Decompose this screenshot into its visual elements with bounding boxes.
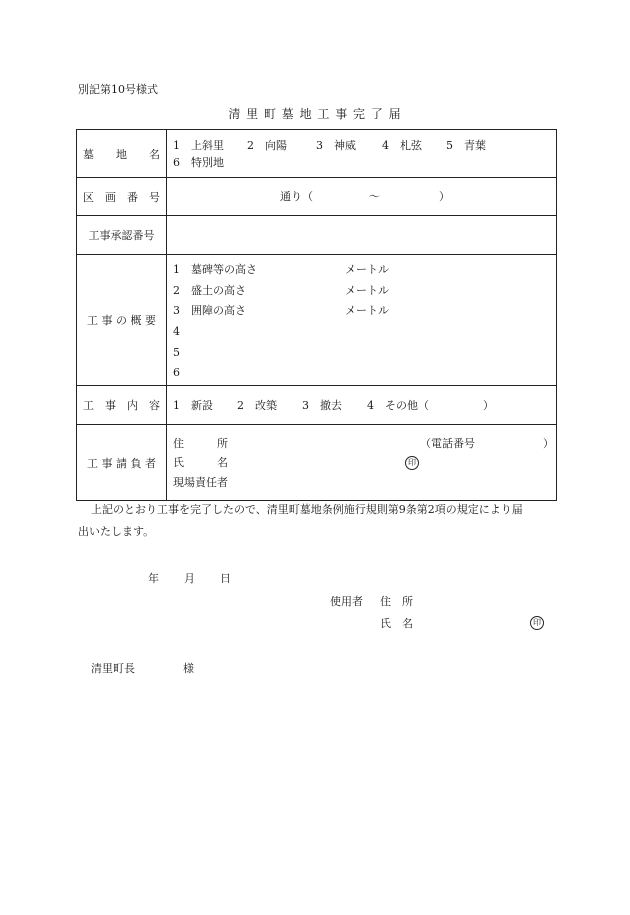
cemetery-option: 5 青葉 — [446, 139, 486, 152]
statement-line-1: 上記のとおり工事を完了したので、清里町墓地条例施行規則第9条第2項の規定により届 — [91, 503, 523, 516]
cemetery-option: 4 札弦 — [382, 139, 422, 152]
applicant-address-label: 住 所 — [380, 595, 413, 608]
recipient-honorific: 様 — [183, 662, 194, 675]
work-content-option: 3 撤去 — [302, 399, 342, 412]
contractor-supervisor-label: 現場責任者 — [173, 476, 228, 489]
overview-unit: メートル — [345, 263, 389, 276]
work-overview-cell — [167, 255, 557, 386]
plot-tilde: ～ — [369, 190, 380, 203]
recipient-name: 清里町長 — [91, 662, 135, 675]
work-content-option: 4 その他（ — [367, 399, 429, 412]
label-work-content: 工 事 内 容 — [77, 386, 167, 425]
row-cemetery — [77, 130, 557, 178]
seal-icon: 印 — [530, 616, 544, 630]
seal-icon: 印 — [405, 456, 419, 470]
date-day: 日 — [220, 572, 231, 585]
overview-item: 1 墓碑等の高さ — [173, 263, 257, 276]
cemetery-option: 6 特別地 — [173, 156, 224, 169]
contractor-address-label: 住 所 — [173, 437, 228, 450]
plot-street-text: 通り（ — [280, 190, 313, 203]
label-approval-number: 工事承認番号 — [77, 216, 167, 255]
overview-item: 3 囲障の高さ — [173, 304, 246, 317]
label-plot-number: 区 画 番 号 — [77, 178, 167, 216]
date-month: 月 — [184, 572, 195, 585]
row-work-overview — [77, 255, 557, 386]
overview-unit: メートル — [345, 284, 389, 297]
row-approval-number — [77, 216, 557, 255]
overview-item: 4 — [173, 325, 180, 338]
date-year: 年 — [148, 572, 159, 585]
row-plot-number — [77, 178, 557, 216]
label-contractor: 工 事 請 負 者 — [77, 425, 167, 501]
row-work-content — [77, 386, 557, 425]
contractor-cell — [167, 425, 557, 501]
plot-close-paren: ） — [439, 190, 450, 203]
completion-form-table — [76, 129, 557, 501]
work-content-option: 1 新設 — [173, 399, 213, 412]
label-work-overview: 工 事 の 概 要 — [77, 255, 167, 386]
cemetery-option: 1 上斜里 — [173, 139, 224, 152]
approval-number-cell[interactable] — [167, 216, 557, 255]
form-number: 別記第10号様式 — [78, 83, 158, 96]
overview-item: 5 — [173, 346, 180, 359]
label-cemetery: 墓 地 名 — [77, 130, 167, 178]
contractor-phone-close: ） — [543, 437, 554, 450]
applicant-label: 使用者 — [330, 595, 363, 608]
cemetery-options-cell — [167, 130, 557, 178]
work-content-option: 2 改築 — [237, 399, 277, 412]
overview-unit: メートル — [345, 304, 389, 317]
statement-line-2: 出いたします。 — [78, 525, 155, 538]
cemetery-option: 3 神威 — [316, 139, 356, 152]
cemetery-option: 2 向陽 — [247, 139, 287, 152]
contractor-name-label: 氏 名 — [173, 456, 228, 469]
applicant-name-label: 氏 名 — [380, 617, 413, 630]
plot-number-cell[interactable] — [167, 178, 557, 216]
form-title: 清 里 町 墓 地 工 事 完 了 届 — [228, 107, 402, 121]
contractor-phone-label: （電話番号 — [420, 437, 475, 450]
overview-item: 2 盛土の高さ — [173, 284, 246, 297]
work-content-close-paren: ） — [483, 399, 494, 412]
work-content-cell — [167, 386, 557, 425]
overview-item: 6 — [173, 366, 180, 379]
row-contractor — [77, 425, 557, 501]
